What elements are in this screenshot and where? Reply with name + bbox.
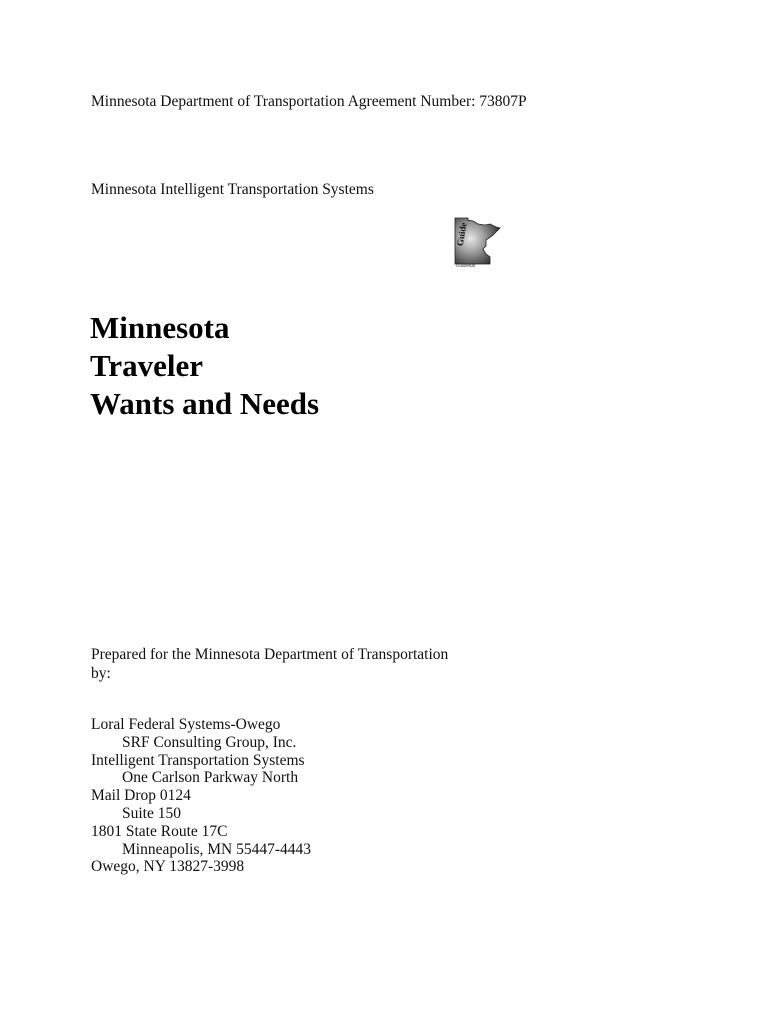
- address-line: One Carlson Parkway North: [122, 769, 299, 787]
- prepared-for: [91, 646, 448, 683]
- address-line: 1801 State Route 17C: [91, 822, 228, 840]
- svg-text:Guide: Guide: [454, 221, 469, 247]
- address-line: SRF Consulting Group, Inc.: [122, 733, 297, 751]
- agreement-number-line: Minnesota Department of Transportation Agreement Number: 73807P: [91, 93, 527, 110]
- program-name: Minnesota Intelligent Transportation Systems: [91, 181, 374, 198]
- address-line: Owego, NY 13827-3998: [91, 858, 245, 876]
- address-line: Mail Drop 0124: [91, 787, 191, 805]
- title-line-1: Minnesota: [90, 310, 230, 345]
- minnesota-guidestar-logo-icon: [452, 216, 502, 268]
- document-title: [90, 309, 319, 423]
- address-line: Loral Federal Systems-Owego: [91, 716, 281, 733]
- logo-text: Guidestar: [456, 263, 476, 268]
- address-line: Intelligent Transportation Systems: [91, 751, 305, 769]
- address-line: Minneapolis, MN 55447-4443: [122, 840, 312, 858]
- address-line: Suite 150: [122, 804, 181, 822]
- title-line-2: Traveler: [90, 348, 204, 383]
- address-block: [91, 716, 311, 876]
- prepared-line-1: Prepared for the Minnesota Department of Transportation: [91, 646, 449, 663]
- prepared-line-2: by:: [91, 664, 111, 682]
- title-line-3: Wants and Needs: [90, 386, 320, 421]
